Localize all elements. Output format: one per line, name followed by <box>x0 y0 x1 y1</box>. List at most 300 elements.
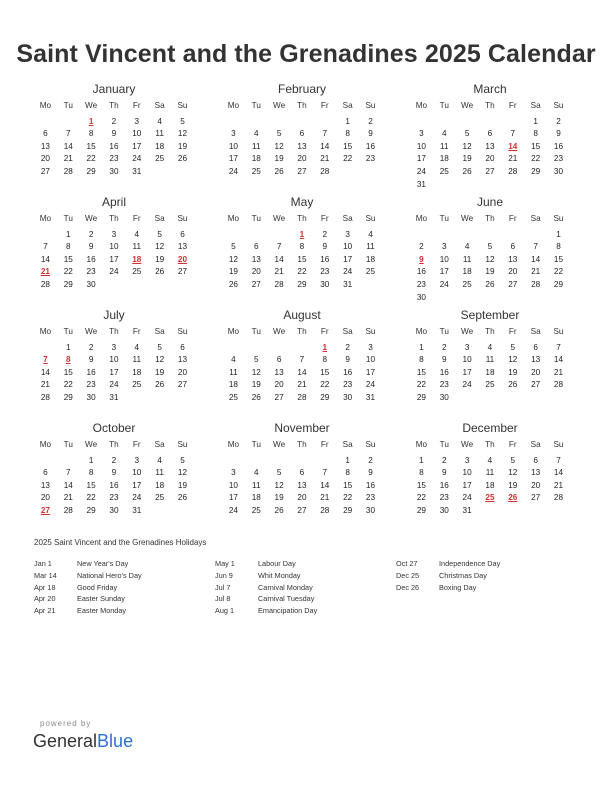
day-cell: 19 <box>155 254 165 264</box>
empty-day-cell <box>501 116 524 129</box>
empty-day-cell <box>222 455 245 468</box>
day-cell: 15 <box>416 367 426 377</box>
day-cell: 5 <box>231 242 236 252</box>
day-cell: 6 <box>276 355 282 365</box>
day-cell: 10 <box>109 242 119 252</box>
weekday-label: Mo <box>39 327 52 336</box>
day-cell: 12 <box>228 254 238 264</box>
day-cell: 30 <box>439 392 449 402</box>
day-cell: 7 <box>43 242 48 252</box>
day-cell: 16 <box>365 480 376 490</box>
empty-day-cell <box>524 505 547 518</box>
empty-day-cell <box>433 292 456 305</box>
weekday-label: Su <box>365 101 376 110</box>
day-cell: 23 <box>416 279 426 289</box>
weekday-header <box>34 326 194 339</box>
day-cell: 2 <box>111 116 117 126</box>
empty-day-cell <box>268 229 291 242</box>
holiday-column <box>215 558 396 617</box>
holiday-day-cell: 21 <box>40 267 50 277</box>
day-cell: 2 <box>556 116 561 126</box>
weekday-label: Tu <box>439 327 449 336</box>
holiday-entry <box>34 605 215 617</box>
holiday-entry <box>215 593 396 605</box>
month-january <box>34 82 194 195</box>
day-cell: 20 <box>485 154 495 164</box>
weekday-header <box>222 439 382 452</box>
holiday-date: May 1 <box>215 559 235 568</box>
day-cell: 14 <box>274 254 284 264</box>
day-cell: 21 <box>553 480 564 490</box>
day-cell: 23 <box>365 493 376 503</box>
day-cell: 23 <box>320 267 330 277</box>
week-row <box>34 342 194 355</box>
weekday-label: Sa <box>530 440 541 449</box>
day-cell: 6 <box>43 468 48 478</box>
month-may <box>222 195 382 308</box>
holiday-date: Aug 1 <box>215 606 235 616</box>
day-cell: 16 <box>320 254 330 264</box>
weekday-label: We <box>461 101 474 110</box>
day-cell: 19 <box>508 367 518 377</box>
holiday-entry <box>34 593 215 605</box>
day-cell: 7 <box>322 129 328 139</box>
day-cell: 9 <box>88 242 94 252</box>
day-cell: 8 <box>88 468 94 478</box>
day-cell: 15 <box>343 480 353 490</box>
month-august <box>222 308 382 421</box>
day-cell: 9 <box>322 242 328 252</box>
day-cell: 13 <box>251 254 261 264</box>
day-cell: 9 <box>441 468 447 478</box>
weekday-label: Su <box>553 214 564 223</box>
weekday-label: Mo <box>415 101 428 110</box>
day-cell: 15 <box>416 480 426 490</box>
day-cell: 13 <box>485 141 495 151</box>
holiday-name: Boxing Day <box>439 582 477 592</box>
day-cell: 24 <box>439 279 449 289</box>
day-cell: 17 <box>462 367 472 377</box>
day-cell: 1 <box>345 116 350 126</box>
weekday-label: Fr <box>320 214 329 223</box>
day-cell: 9 <box>368 468 373 478</box>
day-cell: 22 <box>86 154 96 164</box>
weekday-label: Sa <box>154 327 165 336</box>
empty-day-cell <box>524 229 547 242</box>
day-cell: 19 <box>508 480 518 490</box>
empty-day-cell <box>433 116 456 129</box>
day-cell: 1 <box>345 455 350 465</box>
weekday-label: Sa <box>342 440 353 449</box>
day-cell: 11 <box>229 367 238 377</box>
weekday-header <box>34 100 194 113</box>
day-cell: 4 <box>157 116 162 126</box>
weekday-label: We <box>85 327 98 336</box>
weekday-label: Tu <box>439 214 449 223</box>
day-cell: 28 <box>553 380 564 390</box>
empty-day-cell <box>245 229 268 242</box>
day-cell: 26 <box>177 154 188 164</box>
day-cell: 18 <box>462 267 472 277</box>
holiday-day-cell: 20 <box>177 254 188 264</box>
day-cell: 8 <box>533 129 538 139</box>
day-cell: 10 <box>365 355 376 365</box>
weekday-header <box>410 439 570 452</box>
week-row <box>410 266 570 279</box>
day-cell: 25 <box>439 166 449 176</box>
week-row <box>222 128 382 141</box>
day-cell: 27 <box>177 380 188 390</box>
week-row <box>34 141 194 154</box>
empty-day-cell <box>501 229 524 242</box>
week-row <box>222 392 382 405</box>
weekday-label: Tu <box>63 440 73 449</box>
day-cell: 12 <box>177 129 188 139</box>
day-cell: 13 <box>177 242 188 252</box>
day-cell: 7 <box>556 342 561 352</box>
weekday-label: Mo <box>227 214 240 223</box>
day-cell: 26 <box>251 392 261 402</box>
day-cell: 7 <box>533 242 538 252</box>
day-cell: 5 <box>510 455 516 465</box>
empty-day-cell <box>268 342 291 355</box>
day-cell: 1 <box>88 455 94 465</box>
day-cell: 18 <box>251 493 261 503</box>
day-cell: 26 <box>274 166 284 176</box>
week-row <box>222 254 382 267</box>
day-cell: 25 <box>365 267 376 277</box>
day-cell: 9 <box>556 129 561 139</box>
holiday-day-cell: 27 <box>40 505 50 515</box>
weekday-label: We <box>273 440 286 449</box>
weekday-label: We <box>273 214 286 223</box>
weekday-label: Sa <box>154 101 165 110</box>
empty-day-cell <box>501 392 524 405</box>
month-november <box>222 421 382 534</box>
day-cell: 24 <box>462 493 472 503</box>
empty-day-cell <box>410 229 433 242</box>
empty-day-cell <box>359 166 382 179</box>
day-cell: 14 <box>531 254 541 264</box>
weekday-label: We <box>461 214 474 223</box>
day-cell: 15 <box>86 480 96 490</box>
day-cell: 19 <box>274 493 284 503</box>
day-cell: 16 <box>109 141 119 151</box>
holiday-name: Christmas Day <box>439 570 487 580</box>
holiday-entry <box>215 558 396 570</box>
weekday-label: Su <box>177 440 188 449</box>
month-name: November <box>274 421 330 435</box>
weekday-label: Th <box>485 440 495 449</box>
day-cell: 24 <box>343 267 353 277</box>
holiday-day-cell: 8 <box>65 355 71 365</box>
day-cell: 3 <box>111 229 117 239</box>
week-row <box>34 254 194 267</box>
weekday-label: Mo <box>39 101 52 110</box>
day-cell: 5 <box>464 129 470 139</box>
day-cell: 17 <box>228 154 238 164</box>
holiday-date: Oct 27 <box>396 559 418 568</box>
day-cell: 10 <box>228 480 238 490</box>
day-cell: 20 <box>274 380 284 390</box>
empty-day-cell <box>57 455 80 468</box>
day-cell: 30 <box>320 279 330 289</box>
weekday-label: Tu <box>251 440 261 449</box>
weekday-label: Tu <box>63 327 73 336</box>
weekday-label: Fr <box>132 440 141 449</box>
week-row <box>410 116 570 129</box>
week-row <box>222 153 382 166</box>
day-cell: 24 <box>132 493 142 503</box>
holiday-day-cell: 1 <box>299 229 305 239</box>
day-cell: 21 <box>63 493 73 503</box>
day-cell: 25 <box>132 380 142 390</box>
empty-day-cell <box>479 179 502 192</box>
day-cell: 2 <box>368 455 373 465</box>
day-cell: 23 <box>86 267 96 277</box>
day-cell: 7 <box>299 355 305 365</box>
weekday-label: Tu <box>251 101 261 110</box>
weekday-label: Tu <box>251 327 261 336</box>
day-cell: 3 <box>111 342 117 352</box>
day-cell: 9 <box>441 355 447 365</box>
week-row <box>222 367 382 380</box>
weekday-header <box>222 213 382 226</box>
month-march <box>410 82 570 195</box>
day-cell: 3 <box>231 129 236 139</box>
month-name: October <box>92 421 136 435</box>
day-cell: 23 <box>343 380 353 390</box>
day-cell: 13 <box>40 480 50 490</box>
day-cell: 30 <box>86 279 96 289</box>
day-cell: 27 <box>297 166 307 176</box>
week-row <box>34 166 194 179</box>
day-cell: 26 <box>485 279 495 289</box>
weekday-label: Sa <box>530 327 541 336</box>
weekday-label: Th <box>297 440 307 449</box>
day-cell: 25 <box>462 279 472 289</box>
holiday-day-cell: 1 <box>88 116 94 126</box>
week-row <box>410 292 570 305</box>
day-cell: 23 <box>365 154 376 164</box>
day-cell: 23 <box>439 493 449 503</box>
day-cell: 16 <box>109 480 119 490</box>
weekday-label: Su <box>365 327 376 336</box>
day-cell: 3 <box>231 468 236 478</box>
day-cell: 29 <box>320 392 330 402</box>
weekday-label: Fr <box>132 327 141 336</box>
day-cell: 27 <box>508 279 518 289</box>
day-cell: 28 <box>320 166 330 176</box>
day-cell: 19 <box>251 380 261 390</box>
day-cell: 22 <box>553 267 564 277</box>
day-cell: 29 <box>343 505 353 515</box>
day-cell: 7 <box>65 468 71 478</box>
weekday-label: We <box>461 327 474 336</box>
day-cell: 21 <box>297 380 307 390</box>
day-cell: 5 <box>276 468 282 478</box>
day-cell: 25 <box>132 267 142 277</box>
day-cell: 12 <box>485 254 495 264</box>
weekday-label: Su <box>177 327 188 336</box>
day-cell: 9 <box>368 129 373 139</box>
week-row <box>410 241 570 254</box>
day-cell: 11 <box>485 355 495 365</box>
day-cell: 17 <box>416 154 426 164</box>
day-cell: 16 <box>343 367 353 377</box>
day-cell: 8 <box>345 129 350 139</box>
day-cell: 22 <box>531 154 541 164</box>
day-cell: 18 <box>228 380 238 390</box>
day-cell: 5 <box>157 229 162 239</box>
day-cell: 6 <box>180 342 185 352</box>
holiday-entry <box>34 558 215 570</box>
day-cell: 4 <box>231 355 236 365</box>
day-cell: 17 <box>132 141 142 151</box>
day-cell: 10 <box>109 355 119 365</box>
weekday-label: Su <box>365 440 376 449</box>
holiday-date: Jul 7 <box>215 582 231 592</box>
day-cell: 30 <box>109 505 119 515</box>
empty-day-cell <box>547 392 570 405</box>
day-cell: 16 <box>553 141 564 151</box>
day-cell: 27 <box>297 505 307 515</box>
day-cell: 14 <box>320 141 330 151</box>
empty-day-cell <box>148 505 171 518</box>
week-row <box>222 279 382 292</box>
day-cell: 24 <box>228 166 238 176</box>
empty-day-cell <box>222 116 245 129</box>
weekday-label: We <box>461 440 474 449</box>
week-row <box>222 241 382 254</box>
day-cell: 5 <box>487 242 493 252</box>
day-cell: 1 <box>65 342 71 352</box>
day-cell: 26 <box>508 380 518 390</box>
day-cell: 19 <box>228 267 238 277</box>
empty-day-cell <box>456 116 479 129</box>
week-row <box>410 254 570 267</box>
day-cell: 29 <box>553 279 564 289</box>
day-cell: 17 <box>343 254 353 264</box>
week-row <box>222 166 382 179</box>
day-cell: 19 <box>177 141 188 151</box>
day-cell: 22 <box>343 493 353 503</box>
empty-day-cell <box>34 342 57 355</box>
day-cell: 2 <box>368 116 373 126</box>
day-cell: 6 <box>533 455 538 465</box>
day-cell: 17 <box>365 367 376 377</box>
day-cell: 13 <box>177 355 188 365</box>
day-cell: 20 <box>297 154 307 164</box>
empty-day-cell <box>57 116 80 129</box>
weekday-label: Tu <box>251 214 261 223</box>
day-cell: 28 <box>63 505 73 515</box>
weekday-label: Mo <box>39 214 52 223</box>
weekday-label: We <box>85 214 98 223</box>
empty-day-cell <box>547 179 570 192</box>
day-cell: 11 <box>132 355 142 365</box>
day-cell: 8 <box>345 468 350 478</box>
day-cell: 10 <box>132 129 142 139</box>
day-cell: 19 <box>462 154 472 164</box>
day-cell: 29 <box>531 166 541 176</box>
day-cell: 16 <box>416 267 426 277</box>
day-cell: 11 <box>155 468 164 478</box>
month-april <box>34 195 194 308</box>
day-cell: 4 <box>253 468 259 478</box>
weekday-label: Th <box>485 327 495 336</box>
day-cell: 11 <box>132 242 142 252</box>
holiday-entry <box>215 605 396 617</box>
empty-day-cell <box>125 392 148 405</box>
day-cell: 17 <box>462 480 472 490</box>
day-cell: 7 <box>276 242 282 252</box>
day-cell: 27 <box>177 267 188 277</box>
day-cell: 25 <box>228 392 238 402</box>
day-cell: 14 <box>63 480 73 490</box>
day-cell: 30 <box>416 292 426 302</box>
weekday-label: Fr <box>508 214 517 223</box>
day-cell: 5 <box>276 129 282 139</box>
day-cell: 12 <box>177 468 188 478</box>
weekday-header <box>34 213 194 226</box>
weekday-label: Mo <box>227 101 240 110</box>
day-cell: 20 <box>531 367 541 377</box>
week-row <box>222 266 382 279</box>
week-row <box>222 480 382 493</box>
day-cell: 16 <box>365 141 376 151</box>
day-cell: 21 <box>320 493 330 503</box>
day-cell: 7 <box>556 455 561 465</box>
day-cell: 24 <box>132 154 142 164</box>
day-cell: 17 <box>228 493 238 503</box>
generalblue-logo[interactable] <box>33 731 133 752</box>
holiday-list <box>34 558 594 617</box>
holiday-entry <box>396 570 577 582</box>
day-cell: 27 <box>251 279 261 289</box>
month-name: May <box>290 195 314 209</box>
month-february <box>222 82 382 195</box>
week-row <box>222 505 382 518</box>
month-name: December <box>462 421 518 435</box>
day-cell: 15 <box>320 367 330 377</box>
day-cell: 20 <box>177 367 188 377</box>
weekday-label: Su <box>553 101 564 110</box>
day-cell: 10 <box>132 468 142 478</box>
week-row <box>222 116 382 129</box>
day-cell: 31 <box>416 179 426 189</box>
week-row <box>410 354 570 367</box>
day-cell: 23 <box>553 154 564 164</box>
empty-day-cell <box>456 229 479 242</box>
day-cell: 13 <box>297 141 307 151</box>
day-cell: 26 <box>155 380 165 390</box>
day-cell: 22 <box>63 380 73 390</box>
weekday-label: Th <box>109 440 119 449</box>
day-cell: 8 <box>88 129 94 139</box>
day-cell: 6 <box>299 468 305 478</box>
day-cell: 11 <box>252 480 261 490</box>
day-cell: 31 <box>132 505 142 515</box>
day-cell: 19 <box>485 267 495 277</box>
week-row <box>410 492 570 505</box>
day-cell: 8 <box>322 355 328 365</box>
day-cell: 23 <box>109 154 119 164</box>
day-cell: 10 <box>416 141 426 151</box>
holiday-name: Whit Monday <box>258 570 301 580</box>
day-cell: 23 <box>86 380 96 390</box>
day-cell: 18 <box>439 154 449 164</box>
